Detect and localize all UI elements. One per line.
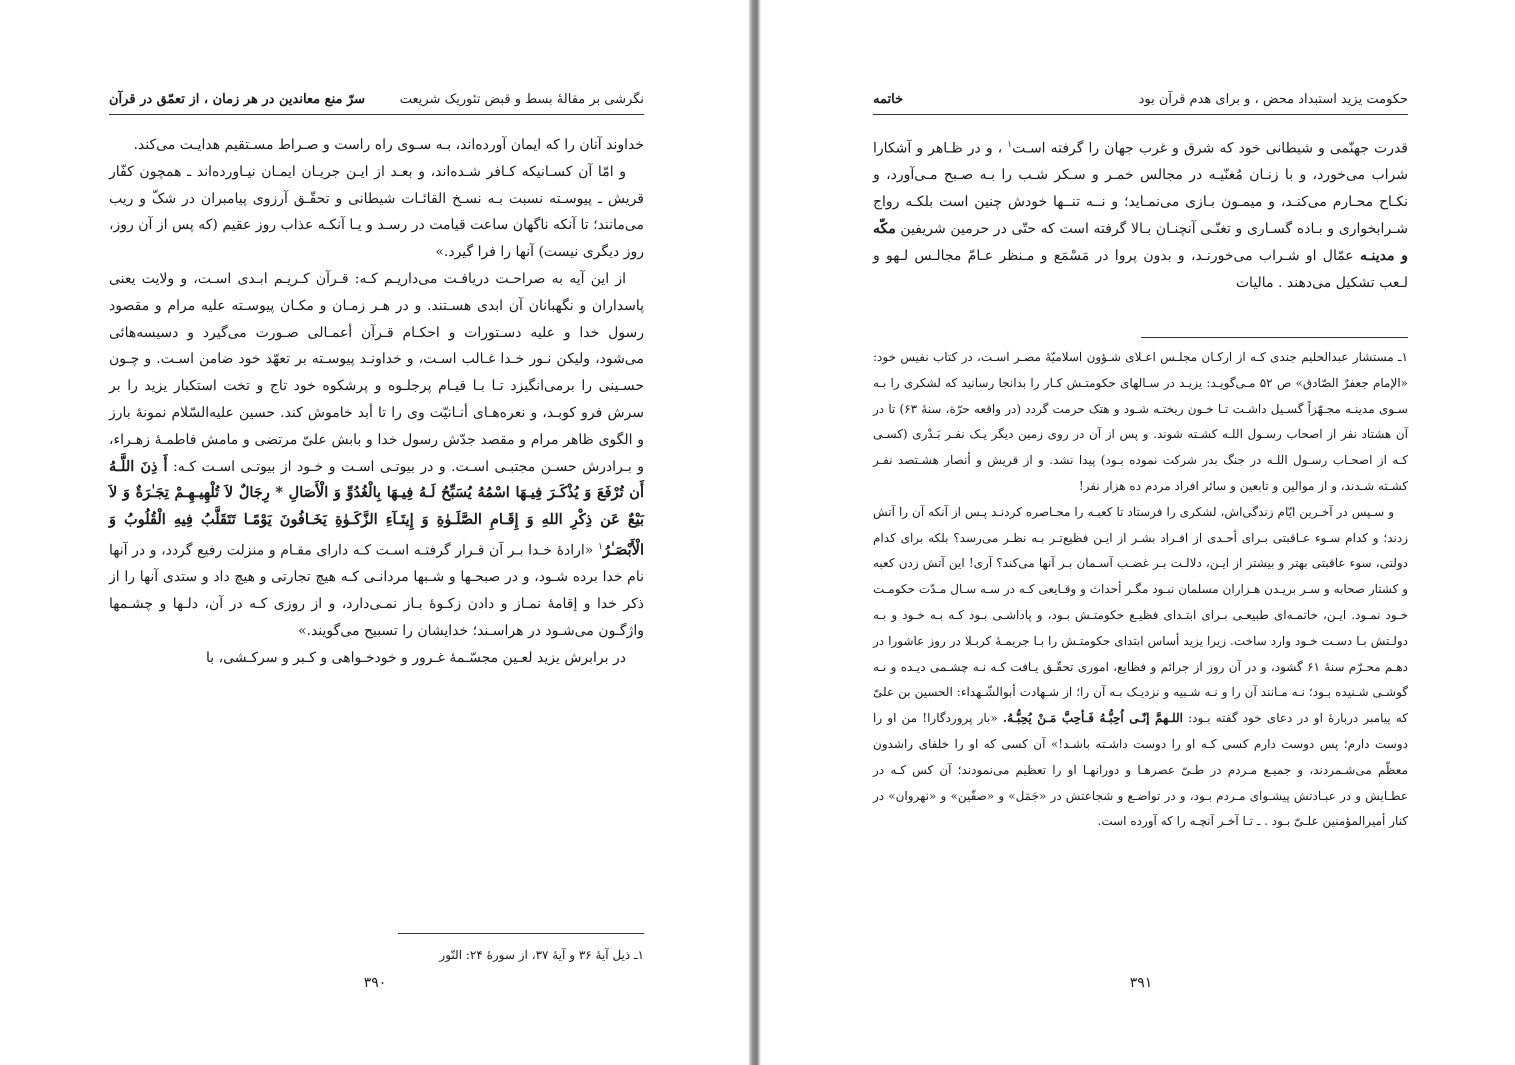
paragraph bbox=[109, 266, 644, 645]
body-text bbox=[873, 132, 1408, 296]
right-page bbox=[768, 0, 1515, 1065]
footnote-text: «بار پروردگارا! من او را دوست دارم؛ پس دوست دارم کسی کـه او را دوست داشـته باشـد!» آن کسی که او را خلفای راشدون معظّم می‌شـمردند، و جمیـع مـردم در طـیّ عصرهـا و دورانهـا او را تعظیم می‌نمودند؛ آن کس کـه در عطـایش و در عبـادتش پیشـوای مـردم بـود، و در تواضـع و شجاعتش در «جَمَل» و «صفّین» و «نهروان» در کنار أمیرالمؤمنین علـیّ بـود . ـ تـا آخـر آنچـه را که آورده است. bbox=[873, 711, 1408, 829]
paragraph-text: عمّال او شـراب می‌خورنـد، و بدون پروا در مَسْمَع و مـنظر عـامّ مجالـس لـهو و لـعب تشکیل می‌دهند . مالیات bbox=[873, 247, 1408, 291]
running-title: نگرشی بر مقالهٔ بسط و قبض تئوریک شریعت bbox=[399, 92, 644, 107]
footnote-mark: ۱ bbox=[597, 541, 603, 552]
book-gutter bbox=[749, 0, 768, 1065]
page-number: ۳۹۱ bbox=[1129, 975, 1153, 991]
running-title: حکومت یزید استبداد محض ، و برای هدم قرآن بود bbox=[1138, 92, 1408, 107]
paragraph-text: از این آیه به صراحـت دریافـت می‌داریـم کـه: قـرآن کـریـم ابـدی اسـت، و ولایت یعنی پاسداران و نگهبانان آن ابدی هسـتند. و در هـر زمـان و مکـان پیوسـته علیه مرام و مقصود رسول خدا و علیه دسـتورات و احکـام قـرآن أعمـالی صـورت می‌گیرد و دسیسه‌هائی می‌شود، ولیکن نـور خـدا غـالب اسـت، و خداونـد پیوسـته بر تعهّد خود ضامن اسـت. و چـون حسـینی را برمی‌انگیزد تـا بـا قیـام پرجلـوه و پرشکوه خود تاج و تخت استکبار یزید را بر سرش فرو کوبـد، و نعره‌هـای أنـانیّت وی را تا أبد خاموش کند. حسین علیه‌السّلام نمونهٔ بارز و الگوی ظاهر مرام و مقصد جدّش رسول خدا و بابش علیّ مرتضی و مامش فاطمـهٔ زهـراء، و بـرادرش حسـن مجتبـی اسـت. و در بیوتـی اسـت و خـود از بیوتـی اسـت کـه: bbox=[109, 270, 645, 475]
paragraph: خداوند آنان را که ایمان آورده‌اند، بـه سـوی راه راست و صـراط مسـتقیم هدایـت می‌کند. bbox=[133, 137, 644, 153]
paragraph-text: قدرت جهنّمی و شیطانی خود که شرق و غرب جهان را گرفته اسـت bbox=[1012, 140, 1409, 157]
emphasis-text: مکّه و مدینـه bbox=[873, 221, 1408, 264]
section-title: خاتمه bbox=[873, 92, 904, 107]
paragraph: در برابرش یزید لعـین مجسّـمهٔ غـرور و خودخـواهی و کـبر و سرکـشی، با bbox=[206, 649, 626, 666]
footnote-text: ۱ـ ذیل آیهٔ ۳۶ و آیهٔ ۳۷، از سورهٔ ۲۴: النّور bbox=[439, 948, 644, 962]
footnote-mark: ۱ bbox=[1007, 140, 1013, 150]
section-title: سرّ منع معاندین در هر زمان ، از تعمّق در قرآن bbox=[109, 92, 366, 107]
paragraph-text: «ارادهٔ خـدا بـر آن قـرار گرفتـه اسـت کـه دارای مقـام و منزلت رفیع گردد، و در آنها نام خدا برده شـود، و در صبحـها و شـبها مردانـی کـه هیچ تجارتی و هیچ داد و ستدی آنها را از ذکر خدا و إقامهٔ نمـاز و دادن زکـوهٔ بـاز نمـی‌دارد، و از روزی کـه در آن، دلـها و چشـمها واژگـون می‌شـود در هراسـند؛ خدایشان را تسبیح می‌گویند.» bbox=[109, 542, 644, 639]
running-header bbox=[873, 86, 1408, 115]
page-number: ۳۹۰ bbox=[363, 975, 387, 991]
running-header bbox=[109, 86, 644, 115]
paragraph-text: ، و در ظـاهر و آشکارا شراب می‌خورد، و با زنـان مُغنّیـه در مجالس خمـر و سـکر شـب را بـه صـبح مـی‌آورد، و نکـاح محـارم می‌کنـد، و میمـون بـازی می‌نمـاید؛ و نــه تنــها خودش چنین است بلکـه رواج شـرابخواری و بـاده گسـاری و تغنّـی آنچنـان بـالا گرفته است که حتّی در حرمین شریفین bbox=[873, 140, 1409, 238]
footnote-paragraph bbox=[873, 500, 1408, 835]
quran-verse: أَ ذِنَ اللَّـهُ أَن تُرْفَعَ وَ يُذْكَـرَ فِيـهَا اسْمُهُ يُسَبِّحُ لَـهُ فِيـهَا بِالْغُدُوِّ وَ الْأَصَالِ * رِجَالٌ لاَ تُلْهِيـهِـمْ تِجَـٰرَةٌ وَ لاَ بَيْعٌ عَن ذِكْرِ اللهِ وَ إِقَـامِ الصَّلَـوٰةِ وَ إِيتَـآءِ الزَّكَـوٰةِ يَخَـافُونَ يَوْمًـا تَتَقَلَّبُ فِيهِ الْقُلُوبُ وَ الْأَبْصَـٰرُ bbox=[109, 457, 644, 559]
footnote-rule bbox=[1141, 337, 1408, 338]
paragraph bbox=[873, 132, 1408, 296]
body-text bbox=[109, 132, 644, 672]
footnote-rule bbox=[398, 933, 644, 934]
footnote bbox=[109, 943, 644, 969]
left-page bbox=[0, 0, 749, 1065]
footnote-paragraph: ۱ـ مستشار عبدالحلیم جندی کـه از ارکـان مجلـس اعـلای شـؤون اسلامیّهٔ مصـر اسـت، در کتاب نفیس خود: «الإمام جعفرٌ الصّادق» ص ۵۲ مـی‌گویـد: یزیـد در سـالهای حکومتـش کـار را بدانجا رسانید که لشکری را بـه سـوی مدینـه مجـهّزاً گسـیل داشـت تـا خـون ریختـه شـود و هتک حرمت گردد (در واقعه حرّة، سنهٔ ۶۳) تا در آن هشتاد نفر از اصحاب رسـول اللـه کشـته شوند. و پس از آن در روی زمین دیگر یـک نفـر بَـدْری (کسـی کـه از اصحـاب رسـول اللـه در جنگ بدر شرکت نموده بـود) پیدا نشد. و از قریش و أنصار هشـتصد نفـر کشـته شـدند، و از موالین و تابعین و سائر افراد مردم ده هزار نفر! bbox=[873, 350, 1408, 493]
footnote-text: و سـپس در آخـرین ایّام زندگی‌اش، لشکری را فرستاد تا کعبـه را محـاصره کردنـد پـس از آنکه آن را آتش زدند؛ و کدام سـوء عـاقبتی بـرای أحـدی از افـراد بشـر از ایـن فظیع‌تـر بـه نظـر می‌رسد؟ بلکه برای کدام دولتی، سوء عاقبتی بهتر و بیشتر از ایـن، دلالـت بـر غضـب آسـمان بـر آنها می‌کند؟ آری! این آتش زدن کعبه و کشتار صحابه و سـر بریـدن هـزاران مسلمان نبـود مگـر أحداث و وقـایعی کـه در سـه سـال مـدّت حکومـت خـود نمـود. ایـن، خاتمـه‌ای طبیعـی بـرای ابتـدای فظیـع حکومتـش بـود، و پاداشـی بـود کـه بـه خـود و بـه دولـتش بـا دسـت خـود وارد ساخت. زیرا یزید أساس ابتدای حکومتـش را بـا جریمـهٔ کربـلا در روز عاشورا در دهـم محـرّم سنهٔ ۶۱ گشود، و در آن روز از جرائم و فظایع، اموری تحقّـق یـافت کـه نـه چشـمی دیـده و نـه گوشـی شـنیده بـود؛ نـه مـانند آن را و نـه شـبیه و نزدیـک بـه آن را؛ از شـهادت أبوالشّـهداء: الحسین بن علیّ که پیامبر دربارهٔ او در دعای خود گفته بـود: bbox=[873, 504, 1409, 726]
dua-quote: اللـهمَّ إنّـی اُحِبُّـهُ فَـأحِبَّ مَـنْ یُحِبُّـهُ. bbox=[1002, 711, 1183, 726]
paragraph: و امّا آن کسـانیکه کـافر شـده‌اند، و بعـد از ایـن جریـان ایمـان نیـاورده‌اند ـ همچون کفّار قریش ـ پیوسـته نسبت بـه نسـخ القائـات شیطانی و تحقّـق آرزوی پیامبران در شکّ و ریب می‌مانند؛ تا آنکه ناگهان ساعت قیامت در رسـد و یـا آنکـه عذاب روز عقیم (که پس از آن روز، روز دیگری نیست) آنها را فرا گیرد.» bbox=[109, 163, 644, 261]
footnote bbox=[873, 345, 1408, 835]
